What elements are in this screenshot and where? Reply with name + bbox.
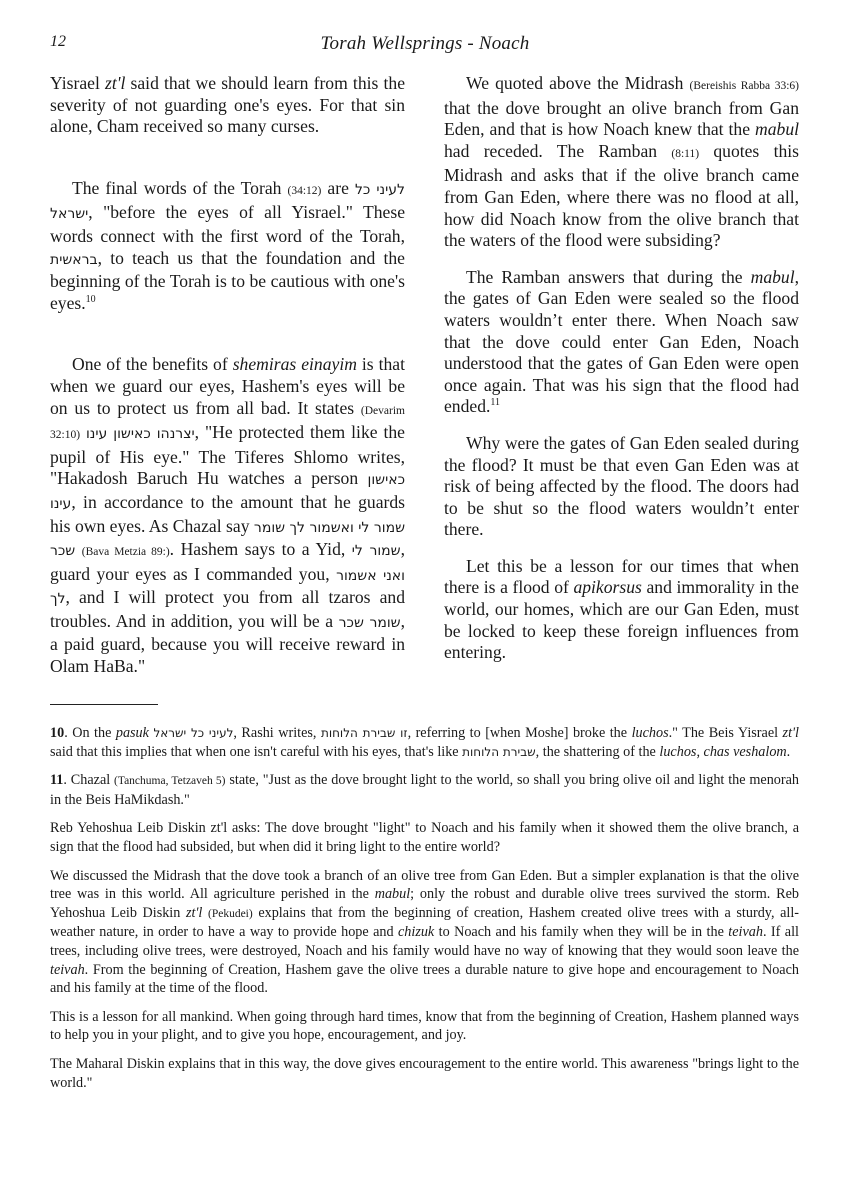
left-column <box>50 73 405 678</box>
footnote-11: 11. Chazal (Tanchuma, Tetzaveh 5) state, "Just as the dove brought light to the world, so shall you bring olive oil and light the menorah in the Beis HaMikdash." <box>50 772 800 808</box>
footnote-paragraph: Reb Yehoshua Leib Diskin zt'l asks: The dove brought "light" to Noach and his family when it showed them the olive branch, a sign that the flood had subsided, but when did it bring light to the entire world? <box>50 820 799 855</box>
footnote-paragraph: We discussed the Midrash that the dove took a branch of an olive tree from Gan Eden. But a simpler explanation is that the olive tree was in this world. All agriculture perished in the mabul; only the robust and durable olive trees survived the storm. Reb Yehoshua Leib Diskin zt'l (Pekudei) explains that from the beginning of creation, Hashem created olive trees with a sturdy, all-weather nature, in order to have a way to provide hope and chizuk to Noach and his family when they will be in the teivah. If all trees, including olive trees, were destroyed, Noach and his family would have no way of knowing that they would soon leave the teivah. From the beginning of Creation, Hashem gave the olive trees a durable nature to give hope and encouragement to Noach and his family at the time of the flood. <box>50 867 800 997</box>
hebrew-text: שמור לי ואשמור לך שומר שכר <box>50 519 405 560</box>
paragraph: We quoted above the Midrash (Bereishis Rabba 33:6) that the dove brought an olive branch from Gan Eden, and that is how Noach knew that the mabul had receded. The Ramban (8:11) quotes this Midrash and asks that if the olive branch came from Gan Eden, where there was no flood at all, how did Noach know from the olive branch that the waters of the flood were subsiding? <box>444 73 800 251</box>
hebrew-text: שומר שכר <box>338 614 401 631</box>
hebrew-text: זו שבירת הלוחות <box>320 726 408 740</box>
hebrew-text: יצרנהו כאישון עינו <box>85 426 195 443</box>
footnote-10: 10. On the pasuk לעיני כל ישראל, Rashi writes, זו שבירת הלוחות, referring to [when Moshe] broke the luchos." The Beis Yisrael zt'l said that this implies that when one isn't careful with his eyes, that's like שבירת הלוחות, the shattering of the luchos, chas veshalom. <box>50 725 799 760</box>
footnote-ref-11[interactable]: 11 <box>490 397 501 409</box>
paragraph: Why were the gates of Gan Eden sealed during the flood? It must be that even Gan Eden was at risk of being affected by the flood. The doors had to be shut so the flood waters wouldn’t enter there. <box>444 432 799 540</box>
paragraph: Yisrael zt'l said that we should learn from this the severity of not guarding one's eyes. For that sin alone, Cham received so many curses. <box>50 73 405 137</box>
paragraph: Let this be a lesson for our times that when there is a flood of apikorsus and immorality in the world, our homes, which are our Gan Eden, must be locked to keep these foreign influences from entering. <box>444 555 799 663</box>
footnote-ref-10[interactable]: 10 <box>85 293 96 305</box>
paragraph: One of the benefits of shemiras einayim is that when we guard our eyes, Hashem's eyes will be on us to protect us from all bad. It states (Devarim 32:10) יצרנהו כאישון עינו, "He protected them like the pupil of His eye." The Tiferes Shlomo writes, "Hakadosh Baruch Hu watches a person כאישון עינו, in accordance to the amount that he guards his own eyes. As Chazal say שמור לי ואשמור לך שומר שכר (Bava Metzia 89:). Hashem says to a Yid, שמור לי, guard your eyes as I commanded you, ואני אשמור לך, and I will protect you from all tzaros and troubles. And in addition, you will be a שומר שכר, a paid guard, because you will receive reward in Olam HaBa." <box>50 354 406 677</box>
page-header <box>50 33 800 57</box>
hebrew-text: ואני אשמור לך <box>50 567 405 608</box>
hebrew-text: שמור לי <box>351 543 401 560</box>
paragraph: The Ramban answers that during the mabul, the gates of Gan Eden were sealed so the flood waters wouldn’t enter there. When Noach saw that the dove could enter Gan Eden, Noach understood that the gates of Gan Eden were open once again. That was his sign that the flood had ended.$^{11}$ <box>444 266 799 417</box>
footnote-paragraph: This is a lesson for all mankind. When going through hard times, know that from the beginning of Creation, Hashem planned ways to help you in your plight, and to give you hope, encouragement, and joy. <box>50 1008 799 1044</box>
paragraph: The final words of the Torah (34:12) are לעיני כל ישראל, "before the eyes of all Yisrael." These words connect with the first word of the Torah, בראשית, to teach us that the foundation and the beginning of the Torah is to be cautious with one's eyes.$^{10}$ <box>50 177 405 313</box>
hebrew-text: כאישון עינו <box>50 472 405 512</box>
hebrew-text: לעיני כל ישראל <box>50 181 405 223</box>
footnotes <box>50 724 799 1102</box>
right-column <box>444 73 799 664</box>
hebrew-text: לעיני כל ישראל <box>153 726 234 740</box>
footnote-divider <box>50 704 158 705</box>
hebrew-text: שבירת הלוחות <box>462 744 536 759</box>
footnote-paragraph: The Maharal Diskin explains that in this way, the dove gives encouragement to the entire world. This awareness "brings light to the world." <box>50 1055 799 1091</box>
page-number: 12 <box>50 33 66 50</box>
hebrew-text: בראשית <box>50 251 98 268</box>
running-title: Torah Wellsprings - Noach <box>320 33 530 54</box>
